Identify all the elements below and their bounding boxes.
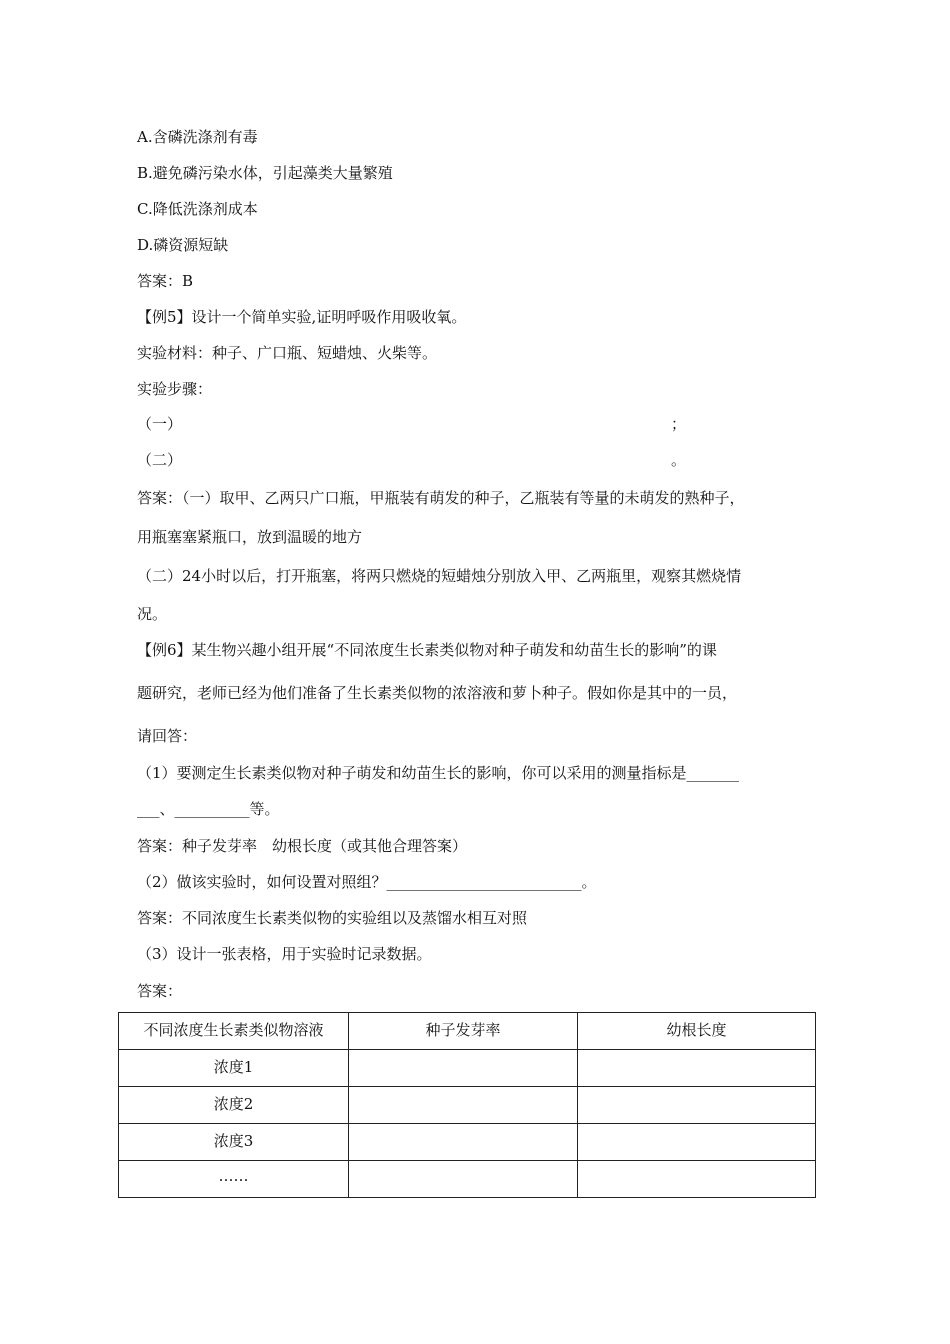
answer-question-2: 答案：不同浓度生长素类似物的实验组以及蒸馏水相互对照 [137, 909, 528, 927]
question-1-line-1: （1）要测定生长素类似物对种子萌发和幼苗生长的影响，你可以采用的测量指标是_______ [137, 764, 740, 782]
table-cell-empty [349, 1050, 578, 1087]
answer-example-5-line-1: 答案：（一）取甲、乙两只广口瓶，甲瓶装有萌发的种子，乙瓶装有等量的未萌发的熟种子， [137, 489, 745, 507]
table-header-cell: 种子发芽率 [349, 1013, 578, 1050]
example-5-title: 【例5】设计一个简单实验,证明呼吸作用吸收氧。 [137, 308, 467, 326]
answer-example-5-line-4: 况。 [137, 605, 168, 623]
answer-example-5-line-2: 用瓶塞塞紧瓶口，放到温暖的地方 [137, 528, 363, 546]
step-1-end: ； [671, 415, 687, 433]
table-cell-concentration: 浓度1 [119, 1050, 349, 1087]
table-header-cell: 幼根长度 [578, 1013, 816, 1050]
option-d: D.磷资源短缺 [137, 236, 229, 254]
step-1-label: （一） [137, 415, 183, 433]
example-5-materials: 实验材料：种子、广口瓶、短蜡烛、火柴等。 [137, 344, 438, 362]
answer-question-1: 答案：种子发芽率 幼根长度（或其他合理答案） [137, 837, 468, 855]
table-cell-empty [578, 1050, 816, 1087]
question-2: （2）做该实验时，如何设置对照组？__________________________。 [137, 873, 597, 891]
table-header-row [119, 1013, 816, 1050]
option-b: B.避免磷污染水体，引起藻类大量繁殖 [137, 164, 393, 182]
example-5-steps-heading: 实验步骤： [137, 380, 213, 398]
question-1-line-2: ___、__________等。 [137, 800, 280, 818]
example-6-line-2: 题研究，老师已经为他们准备了生长素类似物的浓溶液和萝卜种子。假如你是其中的一员， [137, 684, 738, 702]
example-6-line-1: 【例6】某生物兴趣小组开展“不同浓度生长素类似物对种子萌发和幼苗生长的影响”的课 [137, 641, 717, 659]
step-2-label: （二） [137, 451, 183, 469]
table-cell-empty [349, 1161, 578, 1198]
option-a: A.含磷洗涤剂有毒 [137, 128, 258, 146]
table-row [119, 1124, 816, 1161]
example-6-line-3: 请回答： [137, 727, 198, 745]
table-cell-empty [578, 1124, 816, 1161]
answer-example-4: 答案：B [137, 272, 194, 290]
table-cell-empty [578, 1161, 816, 1198]
answer-example-5-line-3: （二）24小时以后，打开瓶塞，将两只燃烧的短蜡烛分别放入甲、乙两瓶里，观察其燃烧情 [137, 567, 742, 585]
table-cell-concentration: 浓度2 [119, 1087, 349, 1124]
table-cell-empty [349, 1124, 578, 1161]
table-row [119, 1087, 816, 1124]
step-2-end: 。 [671, 451, 687, 469]
answer-question-3: 答案： [137, 982, 183, 1000]
table-cell-empty [349, 1087, 578, 1124]
table-header-cell: 不同浓度生长素类似物溶液 [119, 1013, 349, 1050]
table-cell-concentration: 浓度3 [119, 1124, 349, 1161]
question-3: （3）设计一张表格，用于实验时记录数据。 [137, 945, 432, 963]
table-row [119, 1161, 816, 1198]
answer-table [118, 1012, 816, 1198]
table-cell-ellipsis: …… [119, 1161, 349, 1198]
option-c: C.降低洗涤剂成本 [137, 200, 258, 218]
table-cell-empty [578, 1087, 816, 1124]
table-row [119, 1050, 816, 1087]
